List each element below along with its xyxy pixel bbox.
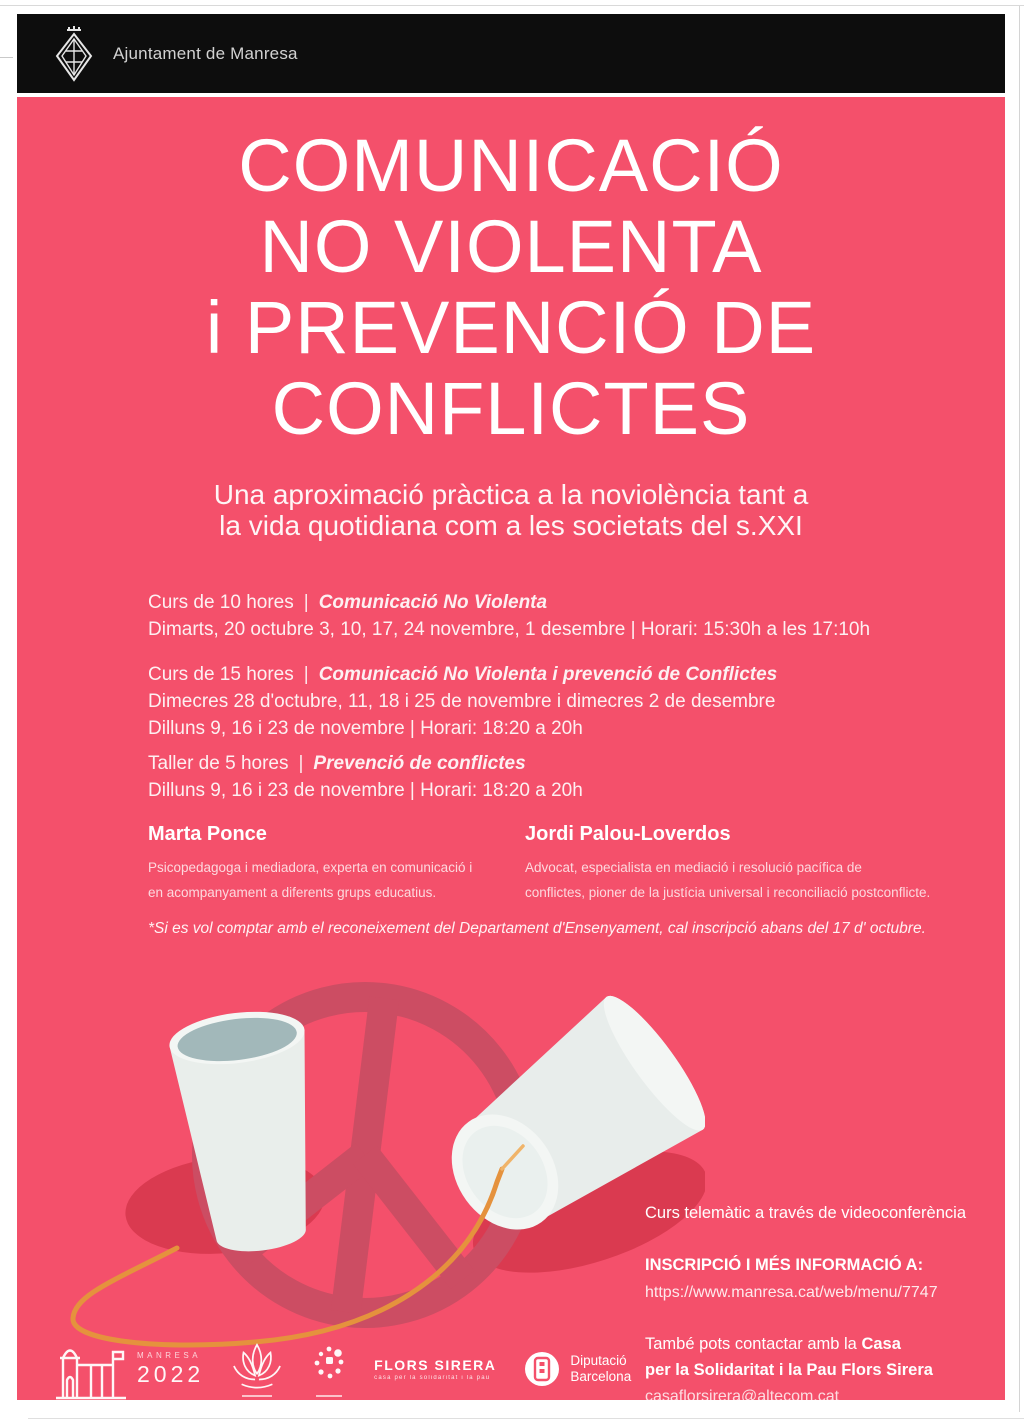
separator: | — [303, 592, 309, 613]
flors-sirera-tagline: casa per la solidaritat i la pau — [374, 1375, 491, 1381]
presenter-bio-line: Psicopedagoga i mediadora, experta en comunicació i — [148, 860, 473, 875]
course-title — [148, 750, 968, 777]
flors-sirera-logo — [374, 1357, 496, 1381]
presenter-bio-line: en acompanyament a diferents grups educatius. — [148, 885, 437, 900]
diputacio-emblem-icon — [522, 1349, 562, 1389]
course-name: Prevenció de conflictes — [313, 753, 526, 774]
diputacio-text — [570, 1353, 631, 1385]
crop-mark-bottom — [28, 1418, 1024, 1419]
poster-title — [17, 125, 1005, 449]
manresa-landmark-icon — [53, 1338, 129, 1400]
presenter-name: Jordi Palou-Loverdos — [525, 823, 731, 845]
presenter-bio-line: Advocat, especialista en mediació i resolució pacífica de — [525, 860, 862, 875]
crop-mark-left-tick — [0, 57, 13, 58]
course-prefix: Curs de 10 hores — [148, 592, 294, 613]
course-block-10h — [148, 589, 968, 643]
separator: | — [303, 664, 309, 685]
manresa-label: MANRESA — [137, 1351, 202, 1360]
diputacio-line-2: Barcelona — [570, 1369, 632, 1384]
contact-org-name-part1: Casa — [861, 1335, 901, 1353]
course-schedule: Dimarts, 20 octubre 3, 10, 17, 24 novembre, 1 desembre | Horari: 15:30h a les 17:10h — [148, 619, 871, 640]
course-schedule: Dimecres 28 d'octubre, 11, 18 i 25 de novembre i dimecres 2 de desembre — [148, 691, 776, 712]
subtitle-line-1: Una aproximació pràctica a la noviolència tant a — [213, 479, 809, 510]
course-block-15h — [148, 661, 968, 742]
header-org-title: Ajuntament de Manresa — [113, 43, 298, 63]
poster-body — [17, 97, 1005, 1405]
dots-swirl-icon — [310, 1341, 348, 1391]
course-prefix: Taller de 5 hores — [148, 753, 289, 774]
title-line-3: i PREVENCIÓ DE — [205, 286, 817, 369]
contact-normal: També pots contactar amb la — [645, 1335, 862, 1353]
separator: | — [298, 753, 304, 774]
lotus-flower-icon — [230, 1341, 284, 1391]
course-title — [148, 661, 968, 688]
diputacio-barcelona-logo — [522, 1349, 631, 1389]
manresa-year: 2022 — [137, 1361, 205, 1387]
title-line-2: NO VIOLENTA — [259, 205, 763, 288]
lotus-logo — [230, 1341, 284, 1397]
inscription-url-link[interactable]: https://www.manresa.cat/web/menu/7747 — [645, 1284, 938, 1301]
cups-string-peace-illustration — [45, 950, 705, 1350]
course-prefix: Curs de 15 hores — [148, 664, 294, 685]
course-schedule: Dilluns 9, 16 i 23 de novembre | Horari: 18:20 a 20h — [148, 718, 583, 739]
footer-logo-row — [53, 1333, 631, 1405]
dots-logo — [310, 1341, 348, 1397]
telematic-note: Curs telemàtic a través de videoconferència — [645, 1204, 966, 1222]
poster-subtitle — [17, 479, 1005, 541]
course-title — [148, 589, 968, 616]
manresa-2022-logo — [53, 1338, 204, 1400]
crop-mark-top — [0, 5, 1024, 6]
presenter-bio-line: conflictes, pioner de la justícia universal i reconciliació postconflicte. — [525, 885, 931, 900]
lotus-caption — [242, 1395, 272, 1397]
course-name: Comunicació No Violenta — [318, 592, 548, 613]
manresa-crest-icon — [53, 25, 95, 83]
subtitle-line-2: la vida quotidiana com a les societats del s.XXI — [219, 510, 803, 541]
manresa-2022-text — [137, 1352, 204, 1386]
title-line-4: CONFLICTES — [271, 367, 751, 450]
course-name: Comunicació No Violenta i prevenció de Conflictes — [318, 664, 778, 685]
flors-sirera-wordmark: FLORS SIRERA — [374, 1357, 497, 1373]
info-column — [645, 1201, 995, 1409]
presenter-name: Marta Ponce — [148, 823, 267, 845]
registration-note: *Si es vol comptar amb el reconeixement del Departament d'Ensenyament, cal inscripció abans del 17 d' octubre. — [148, 920, 926, 937]
workshop-block-5h — [148, 750, 968, 804]
contact-org-name-part2: per la Solidaritat i la Pau Flors Sirera — [645, 1361, 933, 1379]
presenter-jordi-palou — [525, 823, 965, 905]
diputacio-line-1: Diputació — [570, 1353, 627, 1368]
header-bar — [17, 14, 1005, 93]
dots-caption — [316, 1395, 342, 1397]
contact-text — [645, 1331, 995, 1383]
contact-email-link[interactable]: casaflorsirera@altecom.cat — [645, 1388, 840, 1405]
course-schedule: Dilluns 9, 16 i 23 de novembre | Horari: 18:20 a 20h — [148, 780, 583, 801]
crop-mark-right — [1019, 6, 1020, 1412]
inscription-label: INSCRIPCIÓ I MÉS INFORMACIÓ A: — [645, 1256, 924, 1274]
title-line-1: COMUNICACIÓ — [238, 124, 784, 207]
presenter-marta-ponce — [148, 823, 528, 905]
